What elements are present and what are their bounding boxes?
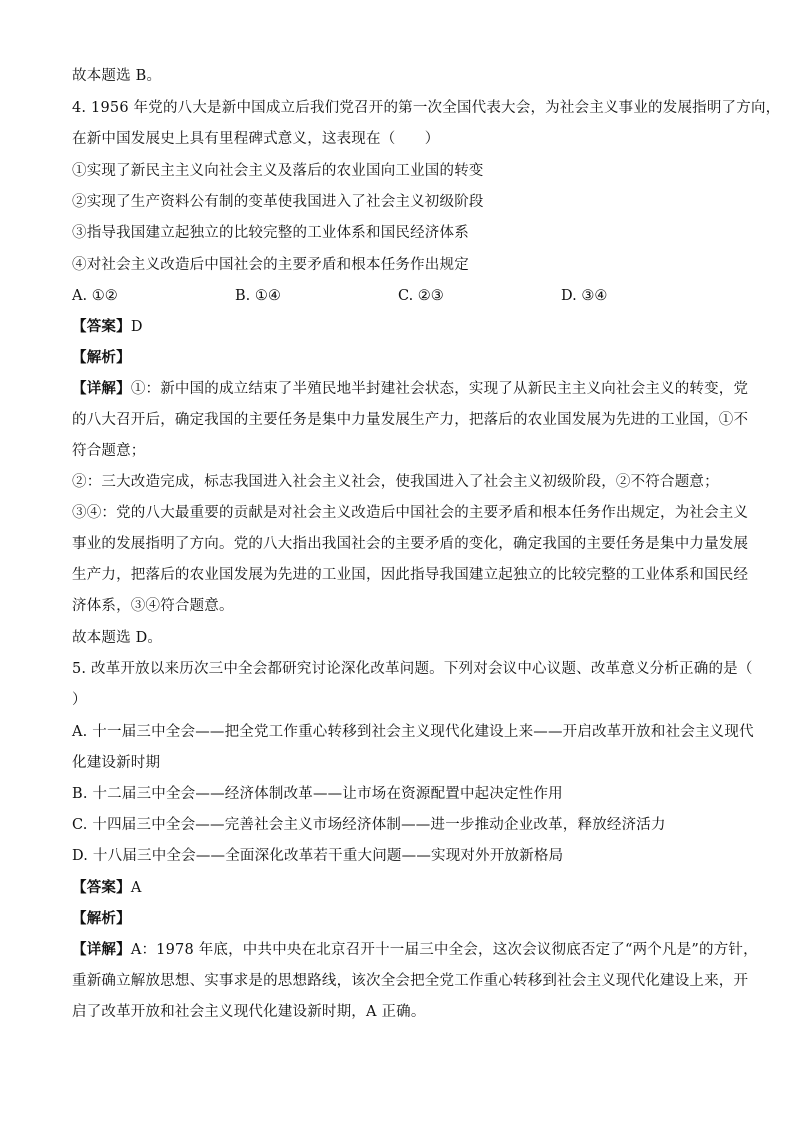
q5-option-b: B. 十二届三中全会——经济体制改革——让市场在资源配置中起决定性作用 (72, 786, 563, 802)
q4-stem-line1: 4. 1956 年党的八大是新中国成立后我们党召开的第一次全国代表大会，为社会主义事业的发展指明了方向， (72, 100, 781, 116)
q4-option-b: B. ①④ (235, 288, 281, 304)
q4-option-c: C. ②③ (398, 288, 444, 304)
q4-option-d: D. ③④ (561, 288, 608, 304)
q4-detail-line4: ②：三大改造完成，标志我国进入社会主义社会，使我国进入了社会主义初级阶段，②不符合题意； (72, 474, 719, 490)
q5-option-a-line2: 化建设新时期 (72, 755, 161, 771)
q4-statement-3: ③指导我国建立起独立的比较完整的工业体系和国民经济体系 (72, 225, 469, 241)
q5-answer-value: A (130, 880, 142, 896)
q5-detail-line1 (72, 940, 758, 960)
q4-analysis-label (72, 348, 732, 368)
q4-option-a: A. ①② (72, 288, 118, 304)
q4-stem-line2: 在新中国发展史上具有里程碑式意义，这表现在（ ） (72, 131, 440, 147)
q5-stem-line1: 5. 改革开放以来历次三中全会都研究讨论深化改革问题。下列对会议中心议题、改革意义分析正确的是（ (72, 661, 753, 677)
q4-statement-4: ④对社会主义改造后中国社会的主要矛盾和根本任务作出规定 (72, 257, 469, 273)
q5-detail-line2: 重新确立解放思想、实事求是的思想路线，该次全会把全党工作重心转移到社会主义现代化建设上来，开 (72, 973, 749, 989)
q4-answer-value: D (130, 319, 143, 335)
q5-detail-line3: 启了改革开放和社会主义现代化建设新时期，A 正确。 (72, 1004, 426, 1020)
prev-conclusion: 故本题选 B。 (72, 68, 162, 84)
q4-detail-label: 【详解】 (72, 380, 131, 397)
q4-detail-line7: 生产力，把落后的农业国发展为先进的工业国，因此指导我国建立起独立的比较完整的工业体系和国民经 (72, 567, 749, 583)
q5-stem-line2: ） (72, 692, 87, 708)
q5-analysis-label (72, 909, 732, 929)
q4-detail-text-1: ①：新中国的成立结束了半殖民地半封建社会状态，实现了从新民主主义向社会主义的转变，党 (130, 381, 749, 397)
q5-option-d: D. 十八届三中全会——全面深化改革若干重大问题——实现对外开放新格局 (72, 848, 564, 864)
q5-analysis-label-text: 【解析】 (72, 910, 131, 927)
q4-conclusion: 故本题选 D。 (72, 630, 163, 646)
q5-detail-label: 【详解】 (72, 941, 131, 958)
q4-statement-2: ②实现了生产资料公有制的变革使我国进入了社会主义初级阶段 (72, 194, 484, 210)
q4-detail-line2: 的八大召开后，确定我国的主要任务是集中力量发展生产力，把落后的农业国发展为先进的工业国，①不 (72, 412, 749, 428)
q4-options (72, 286, 732, 306)
q5-answer (72, 878, 732, 898)
q4-answer-label: 【答案】 (72, 318, 131, 335)
q4-detail-line8: 济体系，③④符合题意。 (72, 598, 234, 614)
q4-statement-1: ①实现了新民主主义向社会主义及落后的农业国向工业国的转变 (72, 163, 484, 179)
q5-detail-text-1: A：1978 年底，中共中央在北京召开十一届三中全会，这次会议彻底否定了“两个凡是”的方针， (130, 942, 758, 958)
q4-detail-line3: 符合题意； (72, 443, 146, 459)
q5-option-c: C. 十四届三中全会——完善社会主义市场经济体制——进一步推动企业改革，释放经济活力 (72, 817, 666, 833)
q5-answer-label: 【答案】 (72, 879, 131, 896)
q4-analysis-label-text: 【解析】 (72, 349, 131, 366)
q5-option-a-line1: A. 十一届三中全会——把全党工作重心转移到社会主义现代化建设上来——开启改革开放和社会主义现代 (72, 724, 754, 740)
q4-detail-line5: ③④：党的八大最重要的贡献是对社会主义改造后中国社会的主要矛盾和根本任务作出规定，为社会主义 (72, 505, 749, 521)
q4-detail-line1 (72, 379, 749, 399)
q4-answer (72, 317, 732, 337)
q4-detail-line6: 事业的发展指明了方向。党的八大指出我国社会的主要矛盾的变化，确定我国的主要任务是集中力量发展 (72, 536, 749, 552)
